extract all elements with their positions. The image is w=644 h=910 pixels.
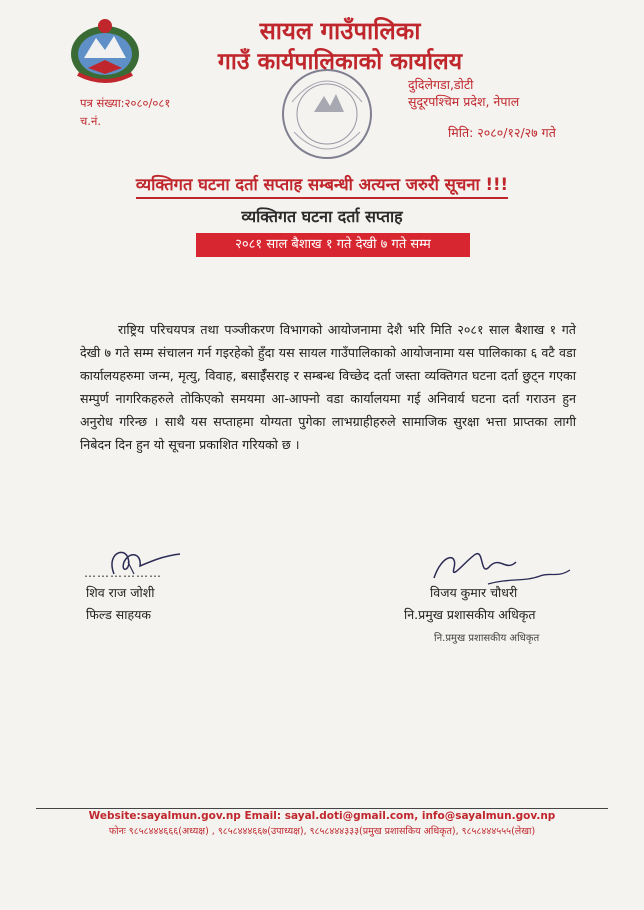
footer-divider	[36, 808, 608, 809]
office-subtitle: गाउँ कार्यपालिकाको कार्यालय	[217, 49, 463, 75]
left-signature-dots: ………………	[84, 566, 162, 580]
nepal-emblem-icon	[66, 16, 144, 86]
letter-date: मिति: २०८०/१२/२७ गते	[448, 125, 556, 140]
office-title: सायल गाउँपालिका	[259, 17, 421, 45]
notice-paragraph: राष्ट्रिय परिचयपत्र तथा पञ्जीकरण विभागको आयोजनामा देशै भरि मिति २०८१ साल बैशाख १ गते देखी ७ गते सम्म संचालन गर्न गइरहेको हुँदा यस सायल गाउँपालिकाको आयोजनामा यस पालिकाका ६ वटै वडा कार्यालयहरुमा जन्म, मृत्यु, विवाह, बसाईँसराइ र सम्बन्ध विच्छेद दर्ता जस्ता व्यक्तिगत घटना दर्ता छुट्न गएका सम्पुर्ण नागरिकहरुले तोकिएको समयमा आ-आफ्नो वडा कार्यालयमा गई अनिवार्य घटना दर्ता गराउन हुन अनुरोध गरिन्छ । साथै यस सप्ताहमा योग्यता पुगेका लाभग्राहीहरुले सामाजिक सुरक्षा भत्ता प्राप्तका लागी निबेदन दिन हुन यो सूचना प्रकाशित गरियको छ ।	[80, 322, 576, 452]
left-signatory-name: शिव राज जोशी	[86, 585, 155, 600]
date-range-banner: २०८१ साल बैशाख १ गते देखी ७ गते सम्म	[196, 233, 470, 257]
notice-heading	[40, 172, 604, 195]
footer-web-email: Website:sayalmun.gov.np Email: sayal.doti@gmail.com, info@sayalmun.gov.np	[88, 810, 556, 822]
notice-heading-text: व्यक्तिगत घटना दर्ता सप्ताह सम्बन्धी अत्यन्त जरुरी सूचना !!!	[136, 175, 508, 199]
right-designation-stamp: नि.प्रमुख प्रशासकीय अधिकृत	[434, 633, 540, 644]
left-signatory-post: फिल्ड साहयक	[86, 607, 151, 622]
right-signatory-post: नि.प्रमुख प्रशासकीय अधिकृत	[404, 607, 536, 622]
address-line-2: सुदूरपश्चिम प्रदेश, नेपाल	[408, 94, 520, 109]
right-signatory-name: विजय कुमार चौधरी	[430, 585, 518, 600]
dispatch-number: च.नं.	[80, 114, 101, 128]
address-line-1: दुदिलेगडा,डोटी	[408, 77, 474, 92]
notice-subheading: व्यक्तिगत घटना दर्ता सप्ताह	[241, 207, 403, 226]
reference-number: पत्र संख्या:२०८०/०८१	[80, 96, 171, 110]
notice-body	[80, 318, 576, 456]
footer-phones: फोनः ९८५८४४४६६६(अध्यक्ष) , ९८५८४४४६६७(उपाध्यक्ष), ९८५८४४४३३३(प्रमुख प्रशासकिय अधिकृत), ९८५८४४४५५५(लेखा)	[108, 826, 536, 837]
office-seal-stamp	[278, 62, 376, 166]
